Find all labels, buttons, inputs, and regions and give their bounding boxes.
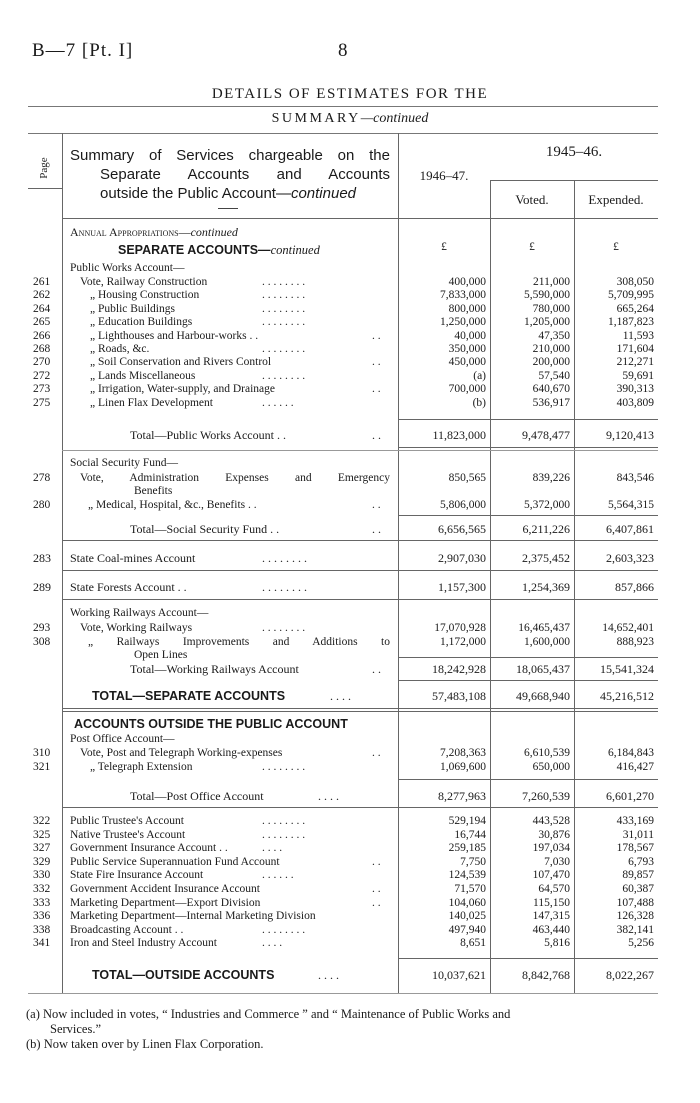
state-coal-row: 283 State Coal-mines Account . . . . . . . . 2,907,030 2,375,452 2,603,323 — [33, 551, 654, 565]
pw-total-bottom-rule — [398, 447, 658, 448]
outside-account-row — [0, 855, 700, 869]
outside-account-value-expended: 5,256 — [628, 937, 654, 950]
state-forests-row: 289 State Forests Account . . . . . . . . . . 1,157,300 1,254,369 857,866 — [33, 580, 654, 594]
working-railways-total-row: Total—Working Railways Account . . 18,242,928 18,065,437 15,541,324 — [130, 662, 654, 676]
public-works-row — [0, 315, 700, 329]
currency-1946: £ — [441, 241, 447, 253]
outside-account-row — [0, 909, 700, 923]
outside-account-leader-dots: . . . . — [262, 842, 283, 855]
public-works-value-expended: 171,604 — [616, 343, 654, 355]
outside-account-value-expended: 89,857 — [622, 869, 654, 882]
social-security-total-row: Total—Social Security Fund . . . . 6,656,565 6,211,226 6,407,861 — [130, 522, 654, 536]
annual-appropriations-heading: Annual Appropriations—continued — [70, 225, 238, 239]
outside-account-value-voted: 463,440 — [532, 923, 570, 936]
outside-account-description: Broadcasting Account . . — [70, 923, 184, 936]
page-column-header: Page — [38, 157, 50, 179]
public-works-leader-dots: . . — [372, 329, 381, 342]
footnote-b: (b) Now taken over by Linen Flax Corporation. — [26, 1037, 264, 1051]
public-works-value-voted: 210,000 — [532, 343, 570, 355]
public-works-value-1946-47: (a) — [473, 369, 486, 382]
outside-account-description: Native Trustee's Account — [70, 828, 186, 841]
sub-title: SUMMARY—continued — [271, 111, 429, 126]
outside-account-value-voted: 147,315 — [532, 910, 570, 923]
outside-accounts-heading: ACCOUNTS OUTSIDE THE PUBLIC ACCOUNT — [74, 717, 348, 731]
outside-account-page-ref: 338 — [33, 923, 51, 936]
outside-account-page-ref: 329 — [33, 855, 51, 868]
public-works-description: „ Linen Flax Development — [90, 396, 213, 409]
separate-total-rule — [62, 708, 658, 709]
wr-total-bottom-rule — [398, 680, 658, 681]
page-header-rule — [28, 188, 62, 189]
public-works-value-expended: 1,187,823 — [608, 316, 654, 329]
post-office-total-row: Total—Post Office Account . . . . 8,277,963 7,260,539 6,601,270 — [130, 789, 654, 803]
outside-account-value-voted: 7,030 — [544, 855, 570, 868]
public-works-leader-dots: . . . . . . — [262, 396, 294, 409]
outside-account-value-1946-47: 140,025 — [448, 910, 486, 923]
outside-account-value-expended: 382,141 — [616, 923, 654, 936]
public-works-row — [0, 342, 700, 356]
outside-account-row — [0, 896, 700, 910]
public-works-page-ref: 261 — [33, 276, 51, 288]
outside-account-value-1946-47: 16,744 — [454, 828, 486, 841]
outside-account-description: Public Trustee's Account — [70, 815, 184, 827]
public-works-row — [0, 382, 700, 396]
footnote-a: (a) Now included in votes, “ Industries and Commerce ” and “ Maintenance of Public Works and — [26, 1007, 511, 1021]
public-works-description: „ Housing Construction — [90, 289, 200, 302]
ss-total-rule — [398, 515, 658, 516]
public-works-value-expended: 11,593 — [622, 329, 654, 342]
public-works-value-voted: 5,590,000 — [524, 289, 570, 302]
public-works-description: „ Education Buildings — [90, 316, 193, 329]
working-railways-row-2-cont: Open Lines — [134, 649, 188, 661]
outside-total-rule — [398, 958, 658, 959]
outside-account-value-voted: 197,034 — [532, 842, 570, 855]
outside-account-leader-dots: . . — [372, 883, 381, 895]
public-works-value-expended: 5,709,995 — [608, 289, 654, 302]
outside-account-value-voted: 5,816 — [544, 937, 570, 950]
outside-account-page-ref: 325 — [33, 828, 51, 841]
outside-account-value-1946-47: 529,194 — [448, 815, 486, 827]
table-bottom-rule — [28, 993, 658, 994]
outside-account-page-ref: 327 — [33, 842, 51, 855]
outside-account-value-1946-47: 8,651 — [460, 937, 486, 950]
public-works-row — [0, 302, 700, 316]
public-works-leader-dots: . . . . . . . . — [262, 302, 306, 315]
heading-dash — [218, 208, 238, 209]
outside-account-description: State Fire Insurance Account — [70, 869, 204, 882]
separate-total-rule-2 — [62, 711, 658, 712]
social-security-heading: Social Security Fund— — [70, 457, 178, 469]
outside-account-page-ref: 333 — [33, 896, 51, 909]
outside-account-row — [0, 936, 700, 950]
outside-account-description: Marketing Department—Export Division — [70, 896, 261, 909]
public-works-value-1946-47: 7,833,000 — [440, 289, 486, 302]
public-works-description: Vote, Railway Construction — [80, 276, 208, 288]
public-works-value-voted: 200,000 — [532, 356, 570, 369]
outside-account-leader-dots: . . . . . . . . — [262, 815, 306, 827]
outside-account-page-ref: 332 — [33, 883, 51, 895]
public-works-row — [0, 275, 700, 289]
public-works-description: „ Lands Miscellaneous — [90, 369, 196, 382]
public-works-page-ref: 262 — [33, 289, 51, 302]
outside-account-value-expended: 178,567 — [616, 842, 654, 855]
public-works-leader-dots: . . . . . . . . — [262, 276, 306, 288]
footnote-a-cont: Services.” — [50, 1022, 102, 1036]
outside-account-value-expended: 60,387 — [622, 883, 654, 895]
outside-account-page-ref: 336 — [33, 910, 51, 923]
post-office-row-1: 310 Vote, Post and Telegraph Working-expenses . . 7,208,363 6,610,539 6,184,843 — [33, 747, 654, 759]
public-works-value-1946-47: 1,250,000 — [440, 316, 486, 329]
main-title: DETAILS OF ESTIMATES FOR THE — [211, 86, 489, 102]
outside-account-page-ref: 341 — [33, 937, 51, 950]
col-1945-header: 1945–46. — [545, 144, 603, 160]
public-works-description: „ Lighthouses and Harbour-works . . — [90, 329, 259, 342]
outside-account-description: Government Accident Insurance Account — [70, 883, 261, 895]
public-works-value-1946-47: 450,000 — [448, 356, 486, 369]
wr-total-rule — [398, 657, 658, 658]
outside-account-value-1946-47: 259,185 — [448, 842, 486, 855]
public-works-row — [0, 396, 700, 410]
public-works-value-voted: 780,000 — [532, 302, 570, 315]
public-works-description: „ Roads, &c. — [90, 343, 150, 355]
outside-account-page-ref: 322 — [33, 815, 51, 827]
public-works-value-expended: 212,271 — [616, 356, 654, 369]
summary-heading: Summary of Services chargeable on the Separate Accounts and Accounts outside the Public Account—continued — [70, 147, 390, 202]
public-works-leader-dots: . . . . . . . . — [262, 316, 306, 329]
public-works-value-voted: 1,205,000 — [524, 316, 570, 329]
outside-account-value-1946-47: 7,750 — [460, 855, 486, 868]
outside-account-value-1946-47: 124,539 — [448, 869, 486, 882]
public-works-description: „ Irrigation, Water-supply, and Drainage — [90, 383, 276, 396]
public-works-page-ref: 272 — [33, 369, 51, 382]
social-security-row-2: 280 „ Medical, Hospital, &c., Benefits . . . . 5,806,000 5,372,000 5,564,315 — [33, 499, 654, 511]
outside-account-description: Government Insurance Account . . — [70, 842, 228, 855]
public-works-row — [0, 329, 700, 343]
social-security-row-1: 278 Vote, Administration Expenses and Emergency 850,565 839,226 843,546 — [33, 472, 654, 484]
social-security-row-1-cont: Benefits — [134, 485, 173, 497]
public-works-page-ref: 264 — [33, 302, 51, 315]
public-works-description: „ Public Buildings — [90, 302, 175, 315]
public-works-page-ref: 270 — [33, 356, 51, 369]
outside-account-leader-dots: . . — [372, 896, 381, 909]
outside-account-row — [0, 841, 700, 855]
col-voted-header: Voted. — [515, 192, 549, 207]
public-works-value-voted: 47,350 — [538, 329, 570, 342]
separate-accounts-heading: SEPARATE ACCOUNTS—continued — [118, 243, 320, 257]
outside-account-value-expended: 126,328 — [616, 910, 654, 923]
outside-account-value-voted: 443,528 — [532, 815, 570, 827]
public-works-row — [0, 288, 700, 302]
public-works-leader-dots: . . . . . . . . — [262, 343, 306, 355]
working-railways-row-1: 293 Vote, Working Railways . . . . . . . . 17,070,928 16,465,437 14,652,401 — [33, 622, 654, 634]
public-works-total-row: Total—Public Works Account . . . . 11,823,000 9,478,477 9,120,413 — [130, 428, 654, 442]
outside-account-leader-dots: . . — [372, 855, 381, 868]
forests-section-rule — [62, 599, 658, 600]
public-works-value-1946-47: 700,000 — [448, 383, 486, 396]
outside-account-value-expended: 107,488 — [616, 896, 654, 909]
total-separate-row: TOTAL—SEPARATE ACCOUNTS . . . . 57,483,108 49,668,940 45,216,512 — [92, 689, 654, 703]
outside-account-value-1946-47: 71,570 — [454, 883, 486, 895]
outside-account-row — [0, 814, 700, 828]
outside-account-value-voted: 64,570 — [538, 883, 570, 895]
outside-account-value-voted: 30,876 — [538, 828, 570, 841]
pw-total-rule — [398, 419, 658, 420]
public-works-value-1946-47: 400,000 — [448, 276, 486, 288]
public-works-value-1946-47: (b) — [472, 396, 486, 409]
outside-account-row — [0, 828, 700, 842]
column-header-rule — [62, 218, 658, 219]
pw-section-rule — [62, 450, 658, 451]
post-office-heading: Post Office Account— — [70, 733, 175, 745]
working-railways-heading: Working Railways Account— — [70, 607, 209, 619]
public-works-value-expended: 308,050 — [616, 276, 654, 288]
ss-section-rule — [62, 540, 658, 541]
public-works-page-ref: 266 — [33, 329, 51, 342]
outside-account-description: Marketing Department—Internal Marketing Division — [70, 910, 316, 923]
page-number: 8 — [338, 40, 348, 61]
public-works-value-1946-47: 800,000 — [448, 302, 486, 315]
public-works-leader-dots: . . — [372, 356, 381, 369]
working-railways-row-2: 308 „ Railways Improvements and Additions to 1,172,000 1,600,000 888,923 — [33, 636, 654, 648]
public-works-value-voted: 536,917 — [532, 396, 570, 409]
public-works-page-ref: 275 — [33, 396, 51, 409]
public-works-value-expended: 403,809 — [616, 396, 654, 409]
outside-account-value-expended: 31,011 — [622, 828, 654, 841]
public-works-leader-dots: . . . . . . . . — [262, 369, 306, 382]
public-works-value-expended: 665,264 — [616, 302, 654, 315]
outside-account-value-1946-47: 104,060 — [448, 896, 486, 909]
coal-section-rule — [62, 570, 658, 571]
year-header-rule — [490, 180, 658, 181]
outside-account-leader-dots: . . . . — [262, 937, 283, 950]
outside-account-description: Iron and Steel Industry Account — [70, 937, 217, 950]
col-1946-header: 1946–47. — [419, 168, 469, 183]
public-works-value-voted: 57,540 — [538, 369, 570, 382]
public-works-value-voted: 640,670 — [532, 383, 570, 396]
public-works-value-voted: 211,000 — [533, 276, 570, 288]
post-office-row-2: 321 „ Telegraph Extension . . . . . . . . 1,069,600 650,000 416,427 — [33, 761, 654, 773]
outside-account-value-1946-47: 497,940 — [448, 923, 486, 936]
public-works-page-ref: 273 — [33, 383, 51, 396]
public-works-description: „ Soil Conservation and Rivers Control — [90, 356, 272, 369]
outside-account-row — [0, 868, 700, 882]
public-works-heading: Public Works Account— — [70, 262, 185, 274]
public-works-value-expended: 390,313 — [616, 383, 654, 396]
outside-account-row — [0, 923, 700, 937]
public-works-page-ref: 268 — [33, 343, 51, 355]
currency-voted: £ — [529, 241, 535, 253]
currency-expended: £ — [613, 241, 619, 253]
public-works-value-1946-47: 40,000 — [454, 329, 486, 342]
outside-account-value-voted: 107,470 — [532, 869, 570, 882]
public-works-leader-dots: . . . . . . . . — [262, 289, 306, 302]
public-works-value-expended: 59,691 — [622, 369, 654, 382]
total-outside-row: TOTAL—OUTSIDE ACCOUNTS . . . . 10,037,621 8,842,768 8,022,267 — [92, 968, 654, 982]
outside-account-description: Public Service Superannuation Fund Account — [70, 855, 280, 868]
outside-account-leader-dots: . . . . . . . . — [262, 828, 306, 841]
outside-account-page-ref: 330 — [33, 869, 51, 882]
po-total-rule — [398, 779, 658, 780]
outside-account-row — [0, 882, 700, 896]
outside-account-leader-dots: . . . . . . — [262, 869, 294, 882]
outside-account-value-expended: 6,793 — [628, 855, 654, 868]
public-works-row — [0, 355, 700, 369]
outside-account-value-expended: 433,169 — [616, 815, 654, 827]
col-expended-header: Expended. — [588, 192, 644, 207]
public-works-leader-dots: . . — [372, 383, 381, 396]
document-code: B—7 [Pt. I] — [32, 40, 134, 61]
outside-account-value-voted: 115,150 — [533, 896, 570, 909]
table-top-rule — [28, 133, 658, 134]
public-works-page-ref: 265 — [33, 316, 51, 329]
title-rule — [28, 106, 658, 107]
po-section-rule — [62, 807, 658, 808]
public-works-value-1946-47: 350,000 — [448, 343, 486, 355]
public-works-row — [0, 369, 700, 383]
outside-account-leader-dots: . . . . . . . . — [262, 923, 306, 936]
